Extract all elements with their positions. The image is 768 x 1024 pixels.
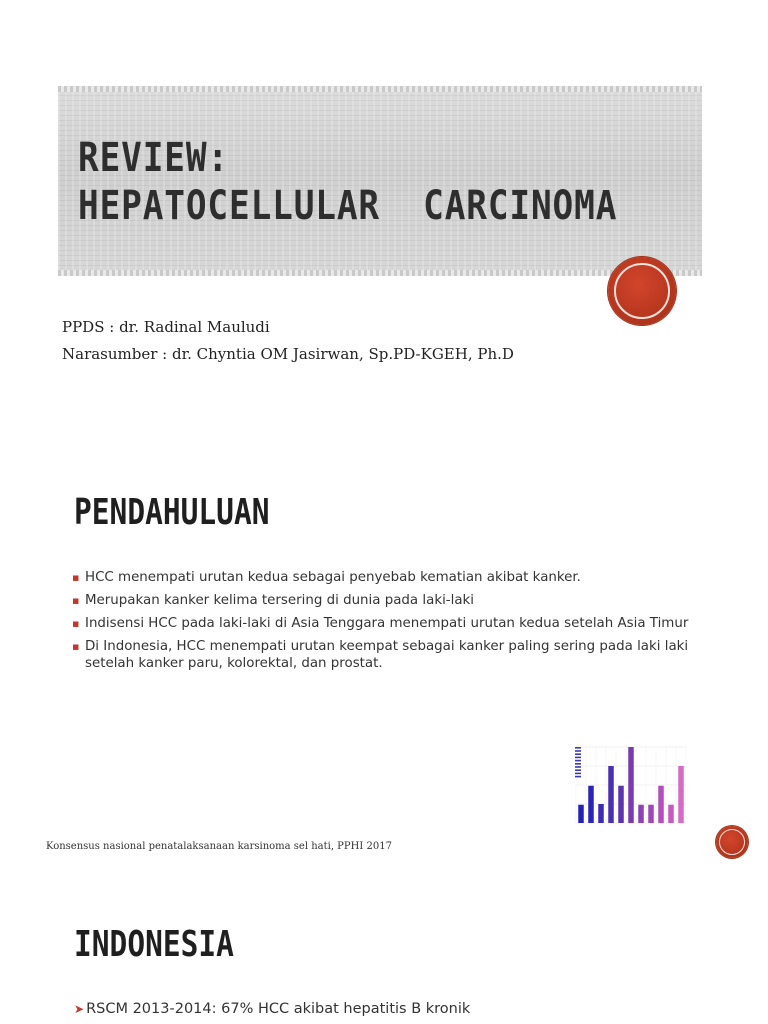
title-slide: [0, 0, 768, 430]
bar-chart-thumbnail: [560, 727, 700, 827]
list-item-text: Merupakan kanker kelima tersering di dunia pada laki-laki: [85, 593, 475, 608]
indonesia-slide: [0, 870, 768, 1024]
bar-3: [598, 804, 604, 823]
square-bullet-icon: ▪: [72, 617, 80, 630]
list-item-text: Indisensi HCC pada laki-laki di Asia Tenggara menempati urutan kedua setelah Asia Timur: [85, 616, 689, 631]
list-item: [72, 569, 698, 586]
citation: Konsensus nasional penatalaksanaan karsinoma sel hati, PPHI 2017: [46, 841, 392, 852]
slide-title: [78, 134, 617, 230]
bullet-list: [72, 569, 698, 678]
bar-7: [638, 805, 644, 823]
title-line-1: REVIEW:: [78, 135, 229, 181]
legend-swatch: [575, 747, 581, 749]
bar-9: [658, 786, 664, 823]
list-item-text: Di Indonesia, HCC menempati urutan keempat sebagai kanker paling sering pada laki laki setelah kanker paru, kolorektal, dan prostat.: [85, 639, 689, 671]
section-heading: PENDAHULUAN: [74, 492, 270, 533]
legend-swatch: [575, 776, 581, 778]
title-banner: [58, 86, 702, 276]
list-item-text: RSCM 2013-2014: 67% HCC akibat hepatitis B kronik: [86, 1001, 471, 1017]
list-item: [74, 1001, 470, 1017]
list-item-text: HCC menempati urutan kedua sebagai penyebab kematian akibat kanker.: [85, 570, 581, 585]
bar-5: [618, 786, 624, 823]
list-item: [72, 592, 698, 609]
legend-swatch: [575, 753, 581, 755]
square-bullet-icon: ▪: [72, 640, 80, 653]
introduction-slide: [0, 430, 768, 870]
bar-chart: [560, 727, 700, 827]
bar-10: [668, 805, 674, 823]
bar-6: [628, 747, 634, 823]
bar-2: [588, 786, 594, 823]
list-item: [72, 638, 698, 672]
bar-11: [678, 766, 684, 823]
title-line-2: HEPATOCELLULAR CARCINOMA: [78, 183, 618, 229]
square-bullet-icon: ▪: [72, 594, 80, 607]
legend-swatch: [575, 769, 581, 771]
presenter-line: PPDS : dr. Radinal Mauludi: [62, 318, 270, 336]
resource-person-line: Narasumber : dr. Chyntia OM Jasirwan, Sp.PD-KGEH, Ph.D: [62, 345, 514, 363]
list-item: [72, 615, 698, 632]
legend-swatch: [575, 763, 581, 765]
bar-8: [648, 805, 654, 823]
legend-swatch: [575, 766, 581, 768]
legend-swatch: [575, 757, 581, 759]
bar-4: [608, 766, 614, 823]
legend-swatch: [575, 760, 581, 762]
section-heading: INDONESIA: [74, 924, 234, 965]
legend-swatch: [575, 750, 581, 752]
square-bullet-icon: ▪: [72, 571, 80, 584]
red-circle-orb-icon: [608, 257, 676, 325]
red-circle-orb-icon: [716, 826, 748, 858]
bar-1: [578, 805, 584, 823]
legend-swatch: [575, 773, 581, 775]
arrow-bullet-icon: ➤: [74, 1002, 85, 1016]
